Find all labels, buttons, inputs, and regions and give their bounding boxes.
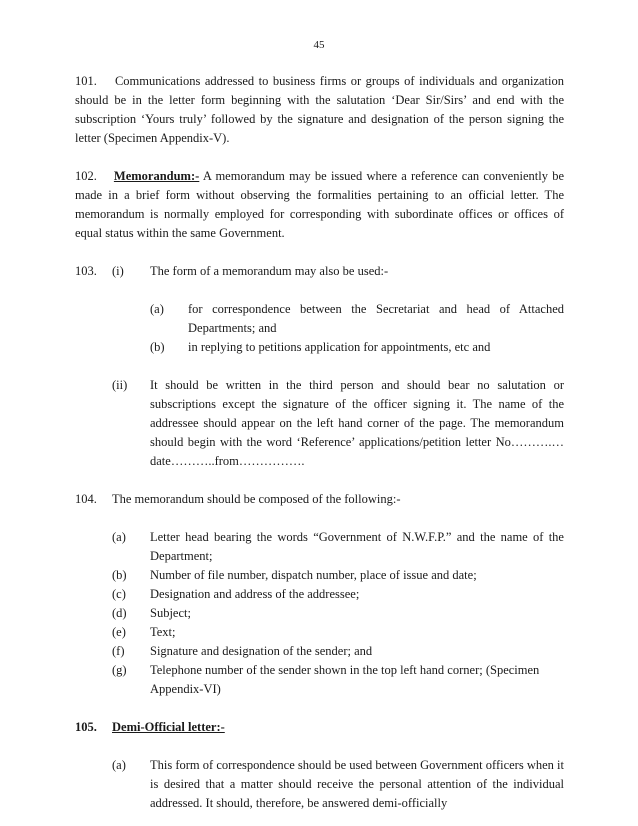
paragraph-number: 104. [75, 492, 97, 506]
item-label: (f) [112, 644, 125, 658]
item-label: (a) [112, 758, 126, 772]
list-item [112, 585, 564, 604]
item-label: (e) [112, 625, 126, 639]
item-text: Letter head bearing the words “Government of N.W.F.P.” and the name of the Department; [150, 530, 564, 563]
paragraph-104 [75, 490, 564, 699]
item-label: (b) [150, 340, 165, 354]
clause-text: The form of a memorandum may also be used:- [150, 264, 389, 278]
paragraph-text: The memorandum should be composed of the following:- [112, 492, 401, 506]
paragraph-number: 103. [75, 264, 97, 278]
paragraph-text: Communications addressed to business firms or groups of individuals and organization should be in the letter form beginning with the salutation ‘Dear Sir/Sirs’ and end with the subscription ‘Yours truly’ followed by the signature and designation of the person signing the letter (Specimen Appendix-V). [75, 74, 564, 145]
paragraph-101 [75, 72, 564, 148]
item-text: Subject; [150, 606, 191, 620]
document-body [75, 72, 564, 813]
paragraph-103 [75, 262, 564, 471]
clause-label: (ii) [112, 378, 128, 392]
clause-label: (i) [112, 264, 124, 278]
item-text: for correspondence between the Secretariat and head of Attached Departments; and [188, 302, 564, 335]
list-item [112, 642, 564, 661]
item-label: (c) [112, 587, 126, 601]
item-text: This form of correspondence should be used between Government officers when it is desired that a matter should receive the personal attention of the individual addressed. It should, therefore, be answered demi-officially [150, 758, 564, 810]
list-item [150, 300, 564, 338]
section-heading: Memorandum:- [113, 169, 200, 183]
clause-text: It should be written in the third person and should bear no salutation or subscriptions except the signature of the officer signing it. The name of the addressee should appear on the left hand corner of the page. The memorandum should begin with the word ‘Reference’ applications/petition letter No……….…date………..from……………. [150, 378, 564, 468]
item-text: Designation and address of the addressee; [150, 587, 360, 601]
list-item [112, 604, 564, 623]
paragraph-number: 105. [75, 720, 97, 734]
list-item [112, 661, 564, 699]
paragraph-number: 102. [75, 169, 97, 183]
list-item [150, 338, 564, 357]
paragraph-102 [75, 167, 564, 243]
clause [112, 376, 564, 471]
item-label: (g) [112, 663, 127, 677]
item-label: (d) [112, 606, 127, 620]
item-text: Signature and designation of the sender; and [150, 644, 373, 658]
paragraph-105 [75, 718, 564, 813]
item-text: Number of file number, dispatch number, place of issue and date; [150, 568, 477, 582]
list-item [112, 756, 564, 813]
item-text: Telephone number of the sender shown in the top left hand corner; (Specimen Appendix-VI) [150, 663, 540, 696]
item-text: Text; [150, 625, 176, 639]
item-text: in replying to petitions application for appointments, etc and [188, 340, 491, 354]
item-label: (a) [150, 302, 164, 316]
item-label: (b) [112, 568, 127, 582]
list-item [112, 566, 564, 585]
section-heading: Demi-Official letter:- [112, 720, 225, 734]
item-label: (a) [112, 530, 126, 544]
list-item [112, 528, 564, 566]
paragraph-text: A memorandum may be issued where a reference can conveniently be made in a brief form without observing the formalities pertaining to an official letter. The memorandum is normally employed for corresponding with subordinate offices or offices of equal status within the same Government. [75, 169, 564, 240]
page-number: 45 [313, 39, 325, 51]
paragraph-number: 101. [75, 74, 97, 88]
list-item [112, 623, 564, 642]
